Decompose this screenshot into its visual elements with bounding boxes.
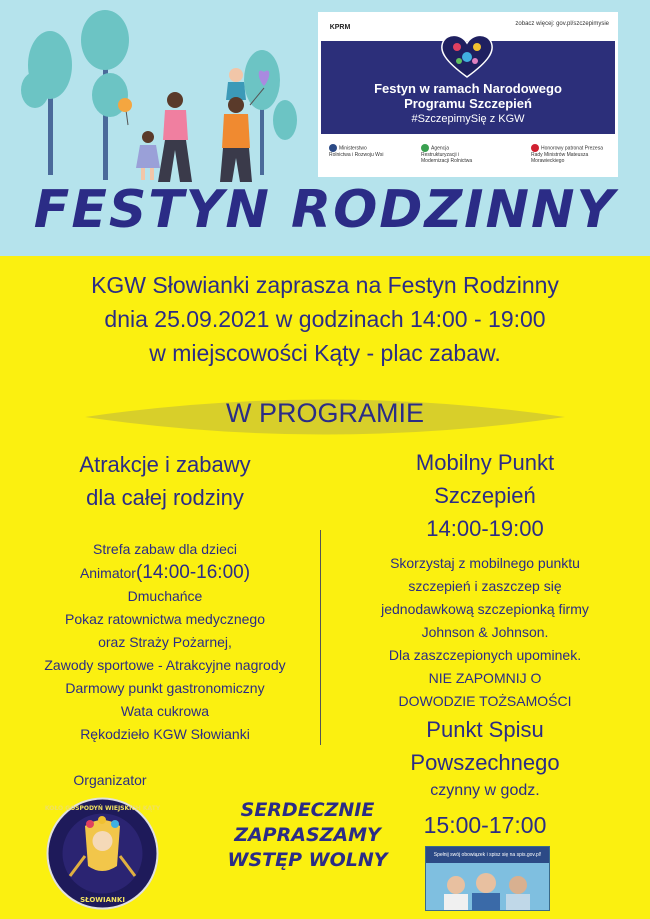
list-item: Darmowy punkt gastronomiczny (65, 680, 265, 696)
intro-line2: dnia 25.09.2021 w godzinach 14:00 - 19:00 (104, 306, 546, 332)
list-item: Animator(14:00-16:00) (79, 562, 251, 583)
banner-hashtag: #SzczepimySię z KGW (411, 113, 525, 125)
banner-title-line2: Programu Szczepień (404, 96, 532, 111)
left-heading-line1: Atrakcje i zabawy (79, 452, 251, 477)
text-line: Dla zaszczepionych upominek. (388, 647, 582, 663)
more-info-text: zobacz więcej: gov.pl/szczepimysie (515, 21, 609, 27)
census-heading-line1: Punkt Spisu (426, 717, 544, 742)
intro-line3: w miejscowości Kąty - plac zabaw. (149, 340, 501, 366)
closing-line3: WSTĘP WOLNY (227, 849, 388, 871)
text-line: Johnson & Johnson. (421, 624, 549, 640)
svg-text:SŁOWIANKI: SŁOWIANKI (80, 896, 125, 904)
vaccination-banner (318, 12, 618, 177)
right-heading-line1: Mobilny Punkt (415, 450, 555, 475)
list-item: oraz Straży Pożarnej, (98, 634, 232, 650)
closing-line1: SERDECZNIE (240, 799, 375, 821)
family-illustration (10, 10, 300, 185)
list-item: Rękodzieło KGW Słowianki (80, 726, 250, 742)
left-heading-line2: dla całej rodziny (86, 485, 244, 510)
heart-icon (437, 31, 497, 81)
text-line: DOWODZIE TOŻSAMOŚCI (398, 693, 572, 709)
mother (158, 92, 192, 182)
list-item: Zawody sportowe - Atrakcyjne nagrody (44, 657, 286, 673)
text-line: jednodawkową szczepionką firmy (381, 601, 589, 617)
list-item: Dmuchańce (127, 588, 203, 604)
census-heading (340, 713, 630, 779)
program-heading: W PROGRAMIE (225, 398, 424, 428)
census-open-label: czynny w godz. (430, 782, 540, 799)
page-title: FESTYN RODZINNY (33, 180, 617, 240)
arimr-logo: Agencja Restrukturyzacji i Modernizacji Rolnictwa (421, 145, 473, 164)
right-heading-hours: 14:00-19:00 (426, 516, 544, 541)
right-heading (335, 446, 635, 545)
intro-text (0, 268, 650, 370)
census-banner-text: Spełnij swój obowiązek i spisz się na spis.gov.pl! (426, 847, 549, 863)
banner-footer (321, 134, 615, 174)
census-banner-people (426, 863, 550, 911)
trees (21, 10, 297, 180)
closing-message (195, 798, 420, 873)
kprm-logo: KPRM (329, 24, 351, 31)
vaccination-text (340, 552, 630, 713)
intro-line1: KGW Słowianki zaprasza na Festyn Rodzinny (91, 272, 559, 298)
census-hours: 15:00-17:00 (423, 812, 547, 838)
organizer-label: Organizator (73, 772, 147, 788)
census-heading-line2: Powszechnego (410, 750, 560, 775)
census-banner (425, 846, 550, 911)
left-heading (0, 448, 330, 514)
organizer-logo (45, 796, 160, 911)
list-item: Wata cukrowa (120, 703, 210, 719)
banner-title-line1: Festyn w ramach Narodowego (374, 81, 562, 96)
right-heading-line2: Szczepień (434, 483, 536, 508)
list-item: Pokaz ratownictwa medycznego (65, 611, 265, 627)
child-girl (118, 98, 160, 180)
banner-title (321, 81, 615, 111)
text-line: NIE ZAPOMNIJ O (428, 670, 542, 686)
attractions-list (0, 538, 330, 746)
svg-text:KOŁO GOSPODYŃ WIEJSKICH KĄTY: KOŁO GOSPODYŃ WIEJSKICH KĄTY (45, 805, 160, 812)
ministry-logo: Ministerstwo Rolnictwa i Rozwoju Wsi (329, 145, 384, 158)
list-item: Strefa zabaw dla dzieci (93, 541, 237, 557)
text-line: Skorzystaj z mobilnego punktu (390, 555, 580, 571)
text-line: szczepień i zaszczep się (408, 578, 562, 594)
patronage-logo: Honorowy patronat Prezesa Rady Ministrów Mateusza Morawieckiego (531, 145, 603, 164)
closing-line2: ZAPRASZAMY (234, 824, 381, 846)
